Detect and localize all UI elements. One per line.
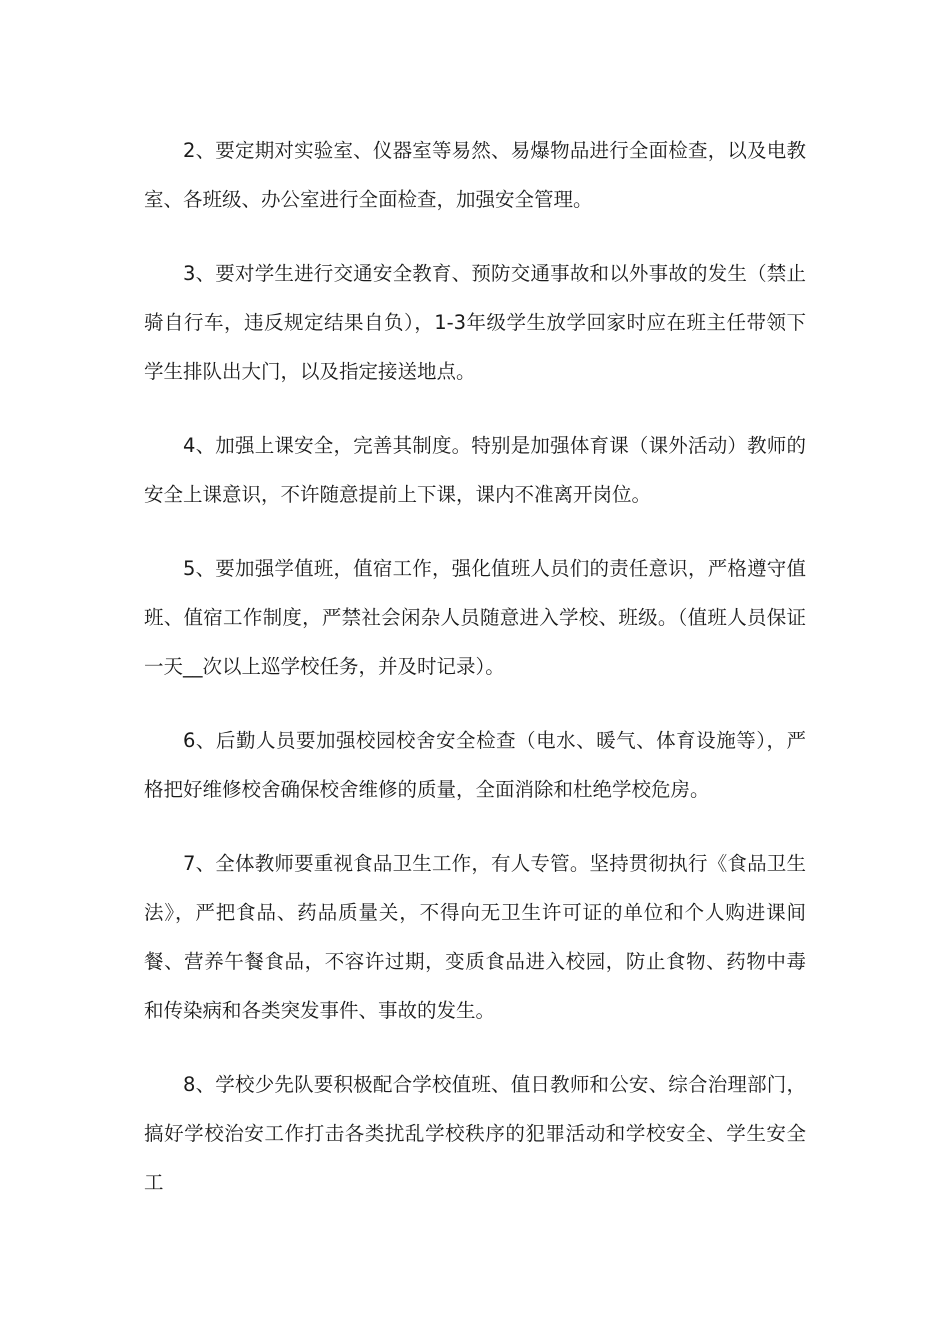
paragraph-item-7: 7、全体教师要重视食品卫生工作，有人专管。坚持贯彻执行《食品卫生法》，严把食品、药品质量关，不得向无卫生许可证的单位和个人购进课间餐、营养午餐食品，不容许过期，变质食品进入校园，防止食物、药物中毒和传染病和各类突发事件、事故的发生。 [144, 852, 806, 1022]
paragraph-item-2: 2、要定期对实验室、仪器室等易然、易爆物品进行全面检查，以及电教室、各班级、办公室进行全面检查，加强安全管理。 [144, 139, 806, 211]
paragraph-item-4: 4、加强上课安全，完善其制度。特别是加强体育课（课外活动）教师的安全上课意识，不许随意提前上下课，课内不准离开岗位。 [144, 434, 806, 506]
paragraph-item-6: 6、后勤人员要加强校园校舍安全检查（电水、暖气、体育设施等），严格把好维修校舍确保校舍维修的质量，全面消除和杜绝学校危房。 [144, 729, 806, 801]
paragraph-item-3: 3、要对学生进行交通安全教育、预防交通事故和以外事故的发生（禁止骑自行车，违反规定结果自负），1-3年级学生放学回家时应在班主任带领下学生排队出大门，以及指定接送地点。 [144, 262, 806, 383]
paragraph-item-8: 8、学校少先队要积极配合学校值班、值日教师和公安、综合治理部门，搞好学校治安工作打击各类扰乱学校秩序的犯罪活动和学校安全、学生安全工 [144, 1073, 806, 1194]
paragraph-item-5: 5、要加强学值班，值宿工作，强化值班人员们的责任意识，严格遵守值班、值宿工作制度，严禁社会闲杂人员随意进入学校、班级。（值班人员保证一天__次以上巡学校任务，并及时记录）。 [144, 557, 806, 678]
document-body [144, 126, 806, 1232]
